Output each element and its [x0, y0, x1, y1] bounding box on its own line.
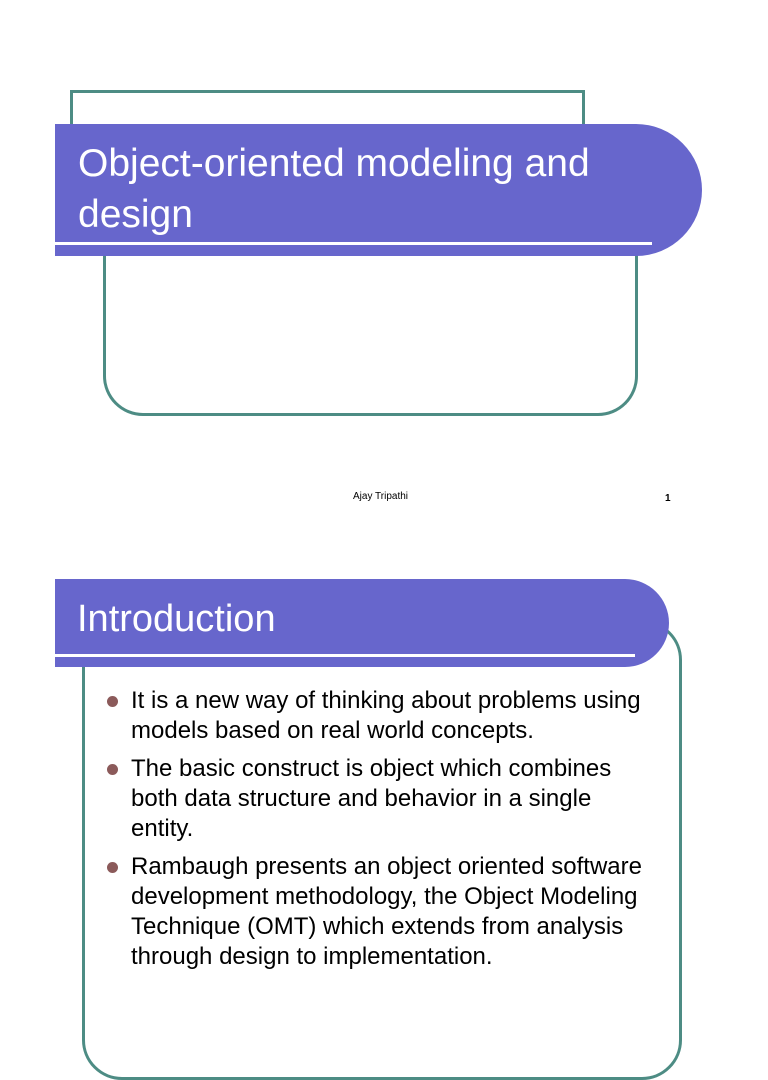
bullet-item — [104, 686, 649, 746]
bullet-dot-icon — [107, 696, 118, 707]
page-number: 1 — [665, 493, 671, 504]
slide-2 — [0, 560, 768, 1024]
title-underline — [55, 654, 635, 657]
bullet-item — [104, 852, 649, 972]
bullet-item — [104, 754, 649, 844]
footer-author: Ajay Tripathi — [353, 491, 409, 502]
slide-title: Introduction — [77, 598, 276, 640]
slide-title: Object-oriented modeling and design — [78, 142, 590, 236]
bullet-text: The basic construct is object which combines both data structure and behavior in a single entity. — [131, 755, 612, 842]
bullet-dot-icon — [107, 764, 118, 775]
slide-frame-bottom — [103, 230, 638, 416]
slide-1 — [0, 0, 768, 520]
bullet-text: Rambaugh presents an object oriented software development methodology, the Object Modeling Technique (OMT) which extends from analysis through design to implementation. — [131, 853, 642, 970]
bullet-dot-icon — [107, 862, 118, 873]
title-underline — [55, 242, 652, 245]
bullet-list — [104, 686, 649, 980]
bullet-text: It is a new way of thinking about problems using models based on real world concepts. — [131, 687, 641, 744]
